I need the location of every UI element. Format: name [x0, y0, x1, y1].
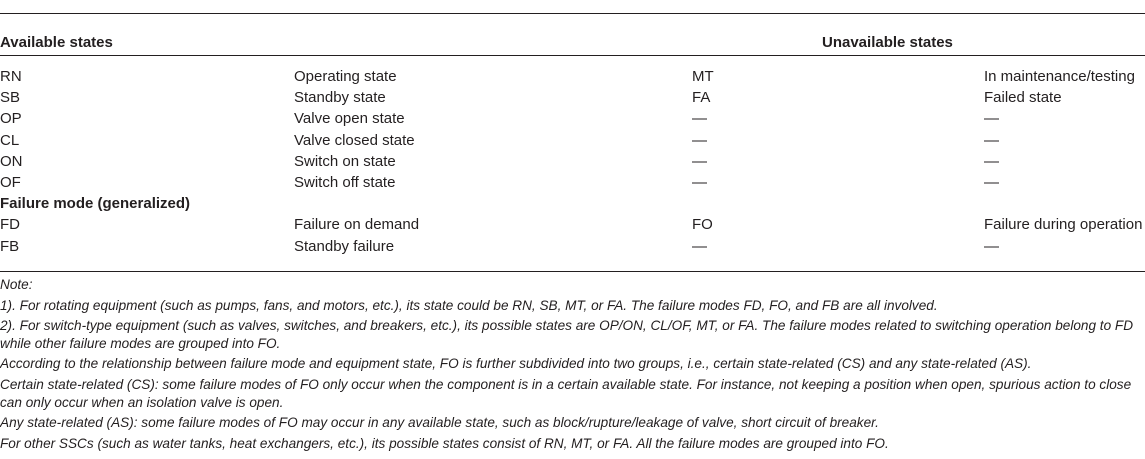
- table-row: [0, 108, 1145, 129]
- table-row: [0, 87, 1145, 108]
- unavailable-description: —: [984, 152, 999, 170]
- table-body: [0, 66, 1145, 257]
- unavailable-code: —: [692, 173, 707, 191]
- state-code: OF: [0, 173, 21, 191]
- note-item: Any state-related (AS): some failure modes of FO may occur in any available state, such as block/rupture/leakage of valve, short circuit of breaker.: [0, 415, 879, 431]
- state-code: RN: [0, 68, 22, 85]
- unavailable-code: —: [692, 131, 707, 149]
- unavailable-code: —: [692, 152, 707, 170]
- failure-description-secondary: Failure during operation: [984, 216, 1143, 234]
- table-row: [0, 172, 1145, 193]
- section-row: [0, 193, 1145, 214]
- table-top-rule: [0, 13, 1145, 14]
- state-description: Switch on state: [294, 152, 396, 170]
- unavailable-description: Failed state: [984, 89, 1062, 107]
- state-description: Standby state: [294, 89, 386, 107]
- unavailable-code: —: [692, 110, 707, 128]
- unavailable-code: FA: [692, 89, 711, 107]
- state-code: CL: [0, 131, 20, 149]
- header-available-states: Available states: [0, 34, 113, 51]
- failure-description: Failure on demand: [294, 216, 420, 234]
- unavailable-code: MT: [692, 68, 714, 85]
- note-item: For other SSCs (such as water tanks, heat exchangers, etc.), its possible states consist of RN, MT, or FA. All the failure modes are grouped into FO.: [0, 435, 889, 451]
- note-item: 2). For switch-type equipment (such as valves, switches, and breakers, etc.), its possible states are OP/ON, CL/OF, MT, or FA. The failure modes related to switching operation belong to FD while other failure modes are grouped into FO.: [0, 318, 1134, 351]
- failure-description-secondary: —: [984, 237, 999, 255]
- unavailable-description: —: [984, 173, 999, 191]
- failure-code-secondary: —: [692, 237, 707, 255]
- header-unavailable-states: Unavailable states: [822, 34, 953, 51]
- state-code: ON: [0, 152, 23, 170]
- section-title-failure-mode: Failure mode (generalized): [0, 195, 191, 213]
- header-rule: [0, 55, 1145, 56]
- table-row: [0, 66, 1145, 87]
- failure-code: FB: [0, 237, 20, 255]
- failure-code-secondary: FO: [692, 216, 713, 234]
- state-description: Valve open state: [294, 110, 405, 128]
- note-heading: Note:: [0, 277, 33, 292]
- table-row: [0, 236, 1145, 257]
- table-row: [0, 130, 1145, 151]
- state-description: Valve closed state: [294, 131, 415, 149]
- table-bottom-rule: [0, 271, 1145, 272]
- note-item: 1). For rotating equipment (such as pumps, fans, and motors, etc.), its state could be RN, SB, MT, or FA. The failure modes FD, FO, and FB are all involved.: [0, 297, 938, 313]
- table-row: [0, 214, 1145, 235]
- failure-description: Standby failure: [294, 237, 395, 255]
- failure-code: FD: [0, 216, 20, 234]
- state-code: SB: [0, 89, 21, 107]
- table-row: [0, 151, 1145, 172]
- note-item: Certain state-related (CS): some failure modes of FO only occur when the component is in a certain available state. For instance, not keeping a position when open, spurious action to close can only occur when an isolation valve is open.: [0, 376, 1132, 410]
- unavailable-description: —: [984, 131, 999, 149]
- unavailable-description: —: [984, 110, 999, 128]
- note-item: According to the relationship between failure mode and equipment state, FO is further subdivided into two groups, i.e., certain state-related (CS) and any state-related (AS).: [0, 356, 1032, 372]
- state-description: Operating state: [294, 68, 397, 85]
- table-notes: [0, 276, 1140, 455]
- state-description: Switch off state: [294, 173, 396, 191]
- state-code: OP: [0, 110, 22, 128]
- unavailable-description: In maintenance/testing: [984, 68, 1135, 85]
